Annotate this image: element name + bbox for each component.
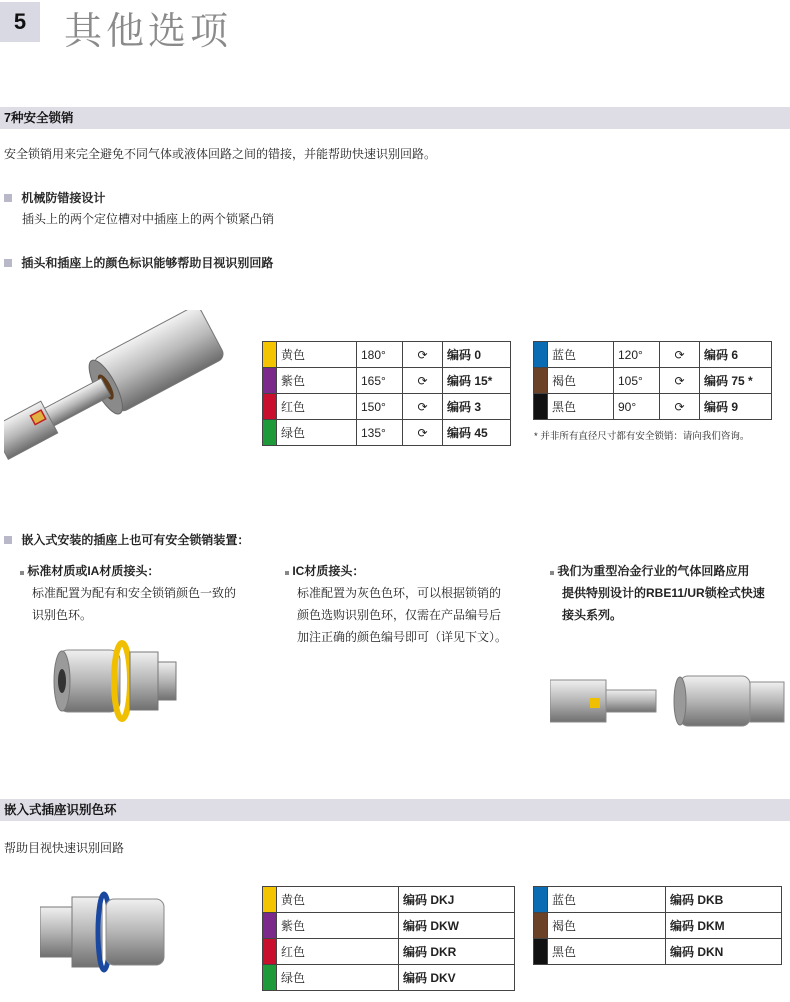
table-row xyxy=(263,394,511,420)
bullet-text: 插头上的两个定位槽对中插座上的两个锁紧凸销 xyxy=(22,212,275,226)
code: 编码 9 xyxy=(700,394,772,420)
color-swatch xyxy=(263,368,277,394)
column-standard xyxy=(20,560,270,626)
table-row xyxy=(534,342,772,368)
angle: 165° xyxy=(357,368,403,394)
sub-bullet-icon xyxy=(20,571,24,575)
intro-text: 帮助目视快速识别回路 xyxy=(4,841,125,855)
color-name: 蓝色 xyxy=(548,342,614,368)
code: 编码 DKR xyxy=(399,939,515,965)
color-swatch xyxy=(263,394,277,420)
color-swatch xyxy=(534,887,548,913)
bullet-square-icon xyxy=(4,259,12,267)
color-swatch xyxy=(534,368,548,394)
rotation-icon: ⟳ xyxy=(660,342,700,368)
color-name: 红色 xyxy=(277,939,399,965)
code: 编码 DKN xyxy=(666,939,782,965)
code: 编码 15* xyxy=(443,368,511,394)
page-title: 其他选项 xyxy=(64,9,233,53)
color-name: 绿色 xyxy=(277,965,399,991)
color-swatch xyxy=(263,965,277,991)
column-line: 识别色环。 xyxy=(32,608,93,622)
pin-code-table-left xyxy=(262,341,511,446)
section-band-safety-pins xyxy=(0,107,790,129)
color-name: 黑色 xyxy=(548,394,614,420)
column-line: 提供特别设计的RBE11/UR锁栓式快速 xyxy=(562,586,765,600)
code: 编码 DKM xyxy=(666,913,782,939)
section-band-color-rings xyxy=(0,799,790,821)
rotation-icon: ⟳ xyxy=(403,420,443,446)
bullet-title: 嵌入式安装的插座上也可有安全锁销装置： xyxy=(21,533,250,547)
color-swatch xyxy=(534,939,548,965)
angle: 90° xyxy=(614,394,660,420)
angle: 105° xyxy=(614,368,660,394)
column-line: 颜色选购识别色环，仅需在产品编号后 xyxy=(297,608,502,622)
column-line: 接头系列。 xyxy=(562,608,623,622)
code: 编码 75 * xyxy=(700,368,772,394)
column-title: IC材质接头： xyxy=(292,564,365,578)
section-title: 嵌入式插座识别色环 xyxy=(4,803,117,817)
flush-socket-blue-image xyxy=(40,885,170,980)
code: 编码 DKV xyxy=(399,965,515,991)
bullet-title: 机械防错接设计 xyxy=(21,191,106,205)
table-row xyxy=(534,394,772,420)
ring-code-table-left xyxy=(262,886,515,991)
footnote: * 并非所有直径尺寸都有安全锁销：请向我们咨询。 xyxy=(534,431,750,442)
color-name: 紫色 xyxy=(277,368,357,394)
column-line: 加注正确的颜色编号即可（详见下文）。 xyxy=(297,630,508,644)
flush-socket-image xyxy=(50,640,180,725)
color-swatch xyxy=(534,394,548,420)
table-row xyxy=(263,913,515,939)
color-name: 黄色 xyxy=(277,887,399,913)
bullet-flush-mount xyxy=(4,531,249,548)
angle: 135° xyxy=(357,420,403,446)
column-line: 标准配置为配有和安全锁销颜色一致的 xyxy=(32,586,237,600)
color-name: 蓝色 xyxy=(548,887,666,913)
color-swatch xyxy=(263,887,277,913)
angle: 150° xyxy=(357,394,403,420)
code: 编码 45 xyxy=(443,420,511,446)
table-row xyxy=(263,887,515,913)
section-number: 5 xyxy=(0,2,40,42)
intro-text: 安全锁销用来完全避免不同气体或液体回路之间的错接，并能帮助快速识别回路。 xyxy=(4,147,437,161)
rotation-icon: ⟳ xyxy=(660,394,700,420)
code: 编码 DKB xyxy=(666,887,782,913)
table-row xyxy=(534,887,782,913)
table-row xyxy=(263,420,511,446)
code: 编码 DKW xyxy=(399,913,515,939)
section-title: 7种安全锁销 xyxy=(4,111,74,125)
table-row xyxy=(534,368,772,394)
bullet-square-icon xyxy=(4,194,12,202)
column-ic xyxy=(285,560,535,648)
color-name: 黄色 xyxy=(277,342,357,368)
table-row xyxy=(263,368,511,394)
column-title: 标准材质或IA材质接头： xyxy=(27,564,160,578)
table-row xyxy=(534,913,782,939)
angle: 120° xyxy=(614,342,660,368)
color-swatch xyxy=(263,913,277,939)
bullet-color-marking xyxy=(4,254,273,271)
code: 编码 DKJ xyxy=(399,887,515,913)
table-row xyxy=(263,965,515,991)
rotation-icon: ⟳ xyxy=(660,368,700,394)
code: 编码 0 xyxy=(443,342,511,368)
coupling-image xyxy=(4,310,244,490)
color-swatch xyxy=(263,420,277,446)
sub-bullet-icon xyxy=(285,571,289,575)
angle: 180° xyxy=(357,342,403,368)
bullet-mechanical xyxy=(4,189,105,206)
table-row xyxy=(263,342,511,368)
rotation-icon: ⟳ xyxy=(403,342,443,368)
bullet-title: 插头和插座上的颜色标识能够帮助目视识别回路 xyxy=(21,256,274,270)
table-row xyxy=(534,939,782,965)
color-swatch xyxy=(263,939,277,965)
pin-code-table-right xyxy=(533,341,772,420)
ring-code-table-right xyxy=(533,886,782,965)
color-name: 褐色 xyxy=(548,913,666,939)
rbe11-coupling-image xyxy=(550,670,786,730)
column-line: 标准配置为灰色色环，可以根据锁销的 xyxy=(297,586,502,600)
rotation-icon: ⟳ xyxy=(403,368,443,394)
table-row xyxy=(263,939,515,965)
color-name: 红色 xyxy=(277,394,357,420)
color-name: 黑色 xyxy=(548,939,666,965)
code: 编码 6 xyxy=(700,342,772,368)
column-rbe11 xyxy=(550,560,790,626)
code: 编码 3 xyxy=(443,394,511,420)
color-name: 紫色 xyxy=(277,913,399,939)
color-swatch xyxy=(534,913,548,939)
bullet-square-icon xyxy=(4,536,12,544)
rotation-icon: ⟳ xyxy=(403,394,443,420)
color-swatch xyxy=(534,342,548,368)
color-name: 褐色 xyxy=(548,368,614,394)
column-line: 我们为重型冶金行业的气体回路应用 xyxy=(557,564,750,578)
color-swatch xyxy=(263,342,277,368)
color-name: 绿色 xyxy=(277,420,357,446)
sub-bullet-icon xyxy=(550,571,554,575)
